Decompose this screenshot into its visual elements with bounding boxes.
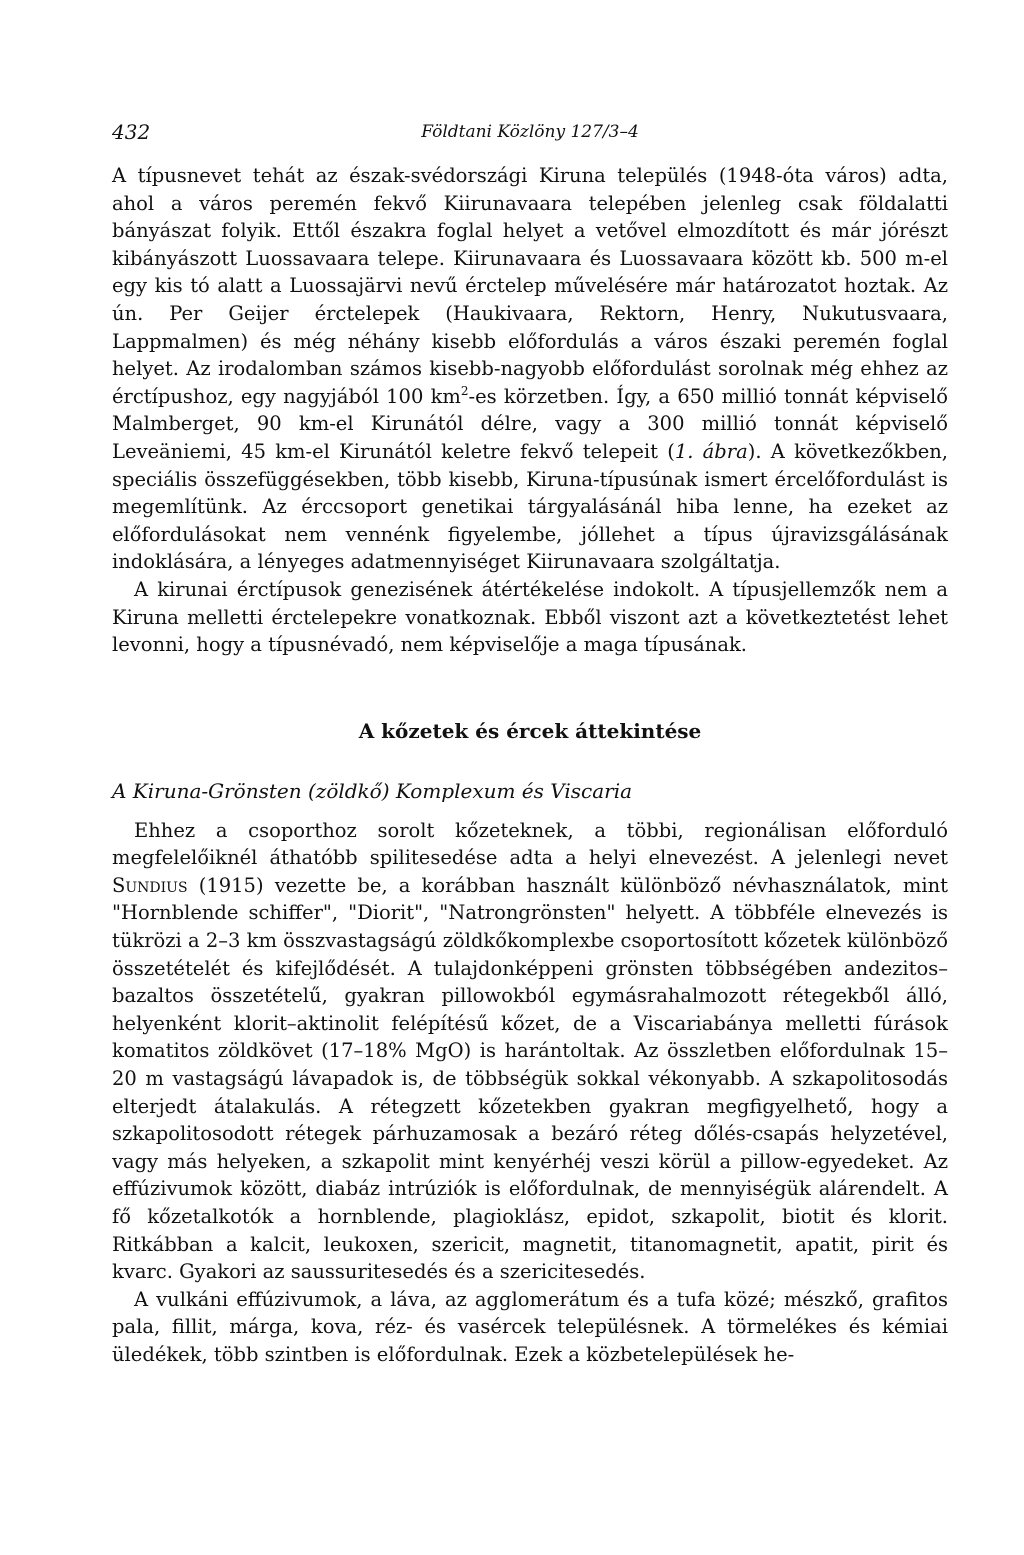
paragraph-intro-1 xyxy=(112,162,948,576)
author-name: Sundius xyxy=(112,873,188,897)
page xyxy=(112,120,948,1369)
running-head xyxy=(112,120,948,152)
paragraph-section-2: A vulkáni effúzivumok, a láva, az agglomerátum és a tufa közé; mészkő, grafitos pala, fillit, márga, kova, réz- és vasércek településnek. A törmelékes és kémiai üledékek, több szintben is előfordulnak. Ezek a közbetelepülések he- xyxy=(112,1287,948,1366)
figure-reference: 1. ábra xyxy=(674,439,748,463)
section-heading: A kőzetek és ércek áttekintése xyxy=(358,718,702,743)
text-run: A típusnevet tehát az észak-svédországi Kiruna település (1948-óta város) adta, ahol a város peremén fekvő Kiirunavaara telepében jelenleg csak földalatti bányászat folyik. Ettől északra foglal helyet a vetővel elmozdított és már jórészt kibányászott Luossavaara telepe. Kiirunavaara és Luossavaara között kb. 500 m-el egy kis tó alatt a Luossajärvi nevű érctelep művelésére már határozatot hoztak. Az ún. Per Geijer érctelepek (Haukivaara, Rektorn, Henry, Nukutusvaara, Lappmalmen) és még néhány kisebb előfordulás a város északi peremén foglal helyet. Az irodalomban számos kisebb-nagyobb előfordulást sorolnak még ehhez az érctípushoz, egy nagyjából 100 km xyxy=(112,164,948,408)
text-run: -es körzetben. Így, a 650 millió tonnát képviselő Malmberget, 90 km-el Kirunától délre, vagy a 300 millió tonnát képviselő Leveäniemi, 45 km-el Kirunától keletre fekvő telepeit ( xyxy=(112,384,948,463)
paragraph-section-1 xyxy=(112,817,948,1286)
journal-title: Földtani Közlöny 127/3–4 xyxy=(421,122,639,142)
text-run: ). A következőkben, speciális összefüggésekben, több kisebb, Kiruna-típusúnak ismert ércelőfordulást is megemlítünk. Az érccsoport genetikai tárgyalásánál hiba lenne, ha ezeket az előfordulásokat nem vennénk figyelembe, jóllehet a típus újravizsgálásának indoklására, a lényeges adatmennyiséget Kiirunavaara szolgáltatja. xyxy=(112,439,949,574)
page-number: 432 xyxy=(112,120,151,144)
sub-heading: A Kiruna-Grönsten (zöldkő) Komplexum és Viscaria xyxy=(112,778,633,803)
superscript: 2 xyxy=(460,383,469,398)
paragraph-intro-2: A kirunai érctípusok genezisének átértékelése indokolt. A típusjellemzők nem a Kiruna melletti érctelepekre vonatkoznak. Ebből viszont azt a következtetést lehet levonni, hogy a típusnévadó, nem képviselője a maga típusának. xyxy=(112,577,948,657)
text-run: (1915) vezette be, a korábban használt különböző névhasználatok, mint "Hornblende schiffer", "Diorit", "Natrongrönsten" helyett. A többféle elnevezés is tükrözi a 2–3 km összvastagságú zöldkőkomplexbe csoportosított kőzetek különböző összetételét és kifejlődését. A tulajdonképpeni grönsten többségében andezitos–bazaltos összetételű, gyakran pillowokból egymásrahalmozott rétegekből álló, helyenként klorit–aktinolit felépítésű kőzet, de a Viscariabánya melletti fúrások komatitos zöldkövet (17–18% MgO) is harántoltak. Az összletben előfordulnak 15–20 m vastagságú lávapadok is, de többségük sokkal vékonyabb. A szkapolitosodás elterjedt átalakulás. A rétegzett kőzetekben gyakran megfigyelhető, hogy a szkapolitosodott rétegek párhuzamosak a bezáró réteg dőlés-csapás helyzetével, vagy más helyeken, a szkapolit mint kenyérhéj veszi körül a pillow-egyedeket. Az effúzivumok között, diabáz intrúziók is előfordulnak, de mennyiségük alárendelt. A fő kőzetalkotók a hornblende, plagioklász, epidot, szkapolit, biotit és klorit. Ritkábban a kalcit, leukoxen, szericit, magnetit, titanomagnetit, apatit, pirit és kvarc. Gyakori az saussuritesedés és a szericitesedés. xyxy=(112,873,948,1284)
text-run: Ehhez a csoporthoz sorolt kőzeteknek, a többi, regionálisan előforduló megfelelőiknél áthatóbb spilitesedése adta a helyi elnevezést. A jelenlegi nevet xyxy=(112,818,948,870)
